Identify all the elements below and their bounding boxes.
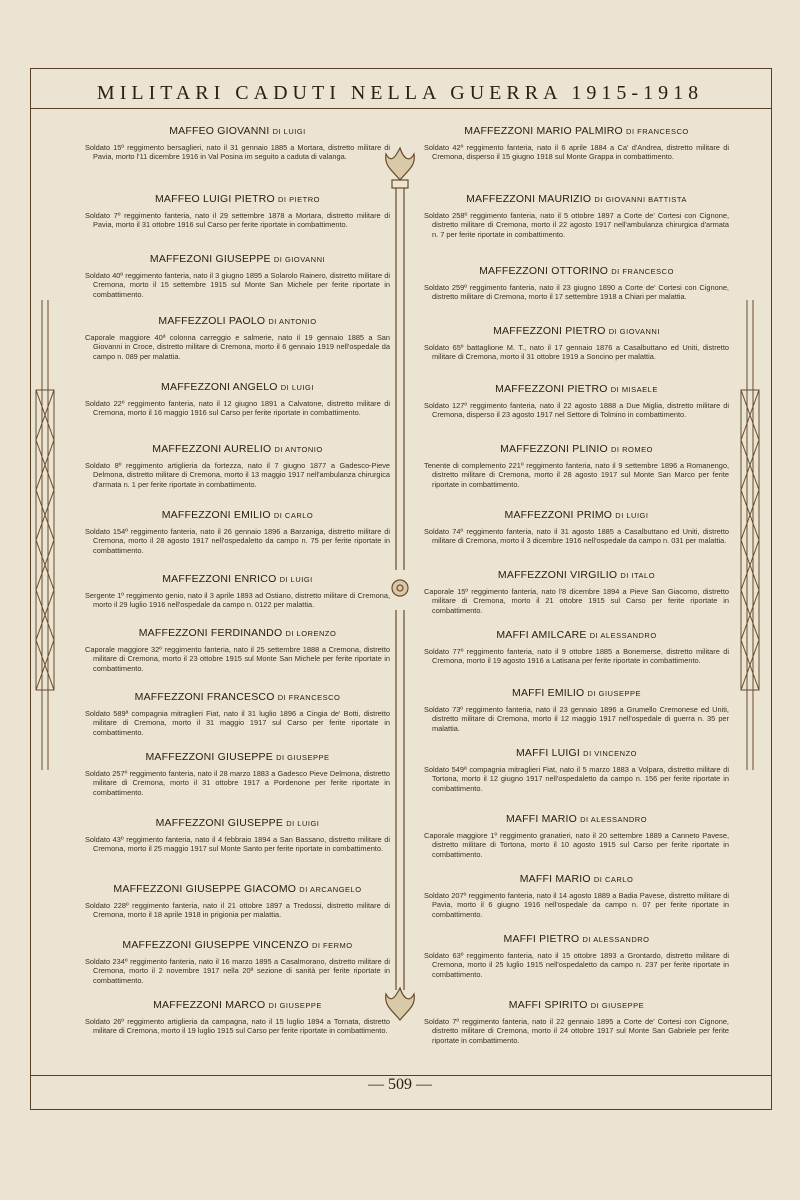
- casualty-entry: [85, 509, 390, 555]
- casualty-name: [85, 125, 390, 137]
- casualty-parent: DI GIOVANNI: [608, 327, 660, 336]
- casualty-description: Soldato 77º reggimento fanteria, nato il 9 ottobre 1885 a Bonemerse, distretto militare di Cremona, morto il 19 agosto 1916 a Latisana per ferite riportate in combattimento.: [424, 647, 729, 666]
- casualty-name: [424, 813, 729, 825]
- casualty-parent: DI LUIGI: [286, 819, 320, 828]
- casualty-parent: DI ANTONIO: [268, 317, 317, 326]
- casualty-description: Caporale maggiore 1º reggimento granatieri, nato il 20 settembre 1889 a Canneto Pavese, distretto militare di Tortona, morto il 10 agosto 1915 sul Carso per ferite riportate in combattimento.: [424, 831, 729, 859]
- casualty-description: Soldato 65º battaglione M. T., nato il 17 gennaio 1876 a Casalbuttano ed Uniti, distretto militare di Cremona, morto il 31 ottobre 1919 a Soncino per malattia.: [424, 343, 729, 362]
- casualty-description: Soldato 8º reggimento artiglieria da fortezza, nato il 7 giugno 1877 a Gadesco-Pieve Delmona, distretto militare di Cremona, morto il 13 maggio 1917 nell'ambulanza chirurgica d'armata n. 1 per ferite riportate in combattimento.: [85, 461, 390, 489]
- casualty-surname-given: MAFFEZZONI PLINIO: [500, 443, 608, 455]
- casualty-name: [85, 627, 390, 639]
- casualty-name: [424, 687, 729, 699]
- casualty-surname-given: MAFFEZZONI VIRGILIO: [497, 569, 618, 581]
- casualty-description: Sergente 1º reggimento genio, nato il 3 aprile 1893 ad Ostiano, distretto militare di Cremona, morto il 29 luglio 1916 nell'ospedale da campo n. 0122 per malattia.: [85, 591, 390, 610]
- casualty-entry: [85, 253, 390, 299]
- casualty-parent: DI GIOVANNI BATTISTA: [594, 195, 687, 204]
- casualty-name: [424, 443, 729, 455]
- casualty-name: [424, 193, 729, 205]
- casualty-surname-given: MAFFI MARIO: [505, 813, 577, 825]
- casualty-surname-given: MAFFI SPIRITO: [508, 999, 588, 1011]
- casualty-surname-given: MAFFEO GIOVANNI: [169, 125, 270, 137]
- casualty-name: [85, 253, 390, 265]
- casualty-description: Soldato 549ª compagnia mitraglieri Fiat, nato il 5 marzo 1883 a Volpara, distretto militare di Tortona, morto il 12 giugno 1917 nell'ospedaletto da campo n. 156 per ferite riportate in combattimento.: [424, 765, 729, 793]
- casualty-description: Caporale maggiore 32º reggimento fanteria, nato il 25 settembre 1888 a Cremona, distretto militare di Cremona, morto il 23 ottobre 1915 sul Monte San Michele per ferite riportate in combattimento.: [85, 645, 390, 673]
- casualty-parent: DI ALESSANDRO: [589, 631, 657, 640]
- casualty-surname-given: MAFFEZZONI GIUSEPPE: [155, 817, 284, 829]
- casualty-name: [424, 747, 729, 759]
- casualty-surname-given: MAFFEZZONI OTTORINO: [479, 265, 609, 277]
- casualty-entry: [85, 125, 390, 162]
- casualty-name: [424, 325, 729, 337]
- casualty-entry: [424, 813, 729, 859]
- casualty-parent: DI PIETRO: [278, 195, 321, 204]
- casualty-entry: [85, 817, 390, 854]
- casualty-entry: [424, 325, 729, 362]
- casualty-parent: DI FRANCESCO: [277, 693, 341, 702]
- casualty-name: [424, 265, 729, 277]
- casualty-description: Caporale maggiore 40ª colonna carreggio e salmerie, nato il 19 gennaio 1885 a San Giovanni in Croce, distretto militare di Cremona, morto il 6 gennaio 1919 nell'ospedale da campo n. 089 per malattia.: [85, 333, 390, 361]
- casualty-name: [85, 315, 390, 327]
- casualty-entry: [424, 383, 729, 420]
- casualty-entry: [424, 125, 729, 162]
- casualty-description: Soldato 257º reggimento fanteria, nato il 28 marzo 1883 a Gadesco Pieve Delmona, distretto militare di Cremona, morto il 31 ottobre 1917 a Pordenone per ferite riportate in combattimento.: [85, 769, 390, 797]
- casualty-name: [424, 383, 729, 395]
- casualty-description: Soldato 26º reggimento artiglieria da campagna, nato il 15 luglio 1894 a Tornata, distretto militare di Cremona, morto il 19 luglio 1915 sul Carso per ferite riportate in combattimento.: [85, 1017, 390, 1036]
- casualty-description: Soldato 22º reggimento fanteria, nato il 12 giugno 1891 a Calvatone, distretto militare di Cremona, morto il 16 maggio 1916 sul Carso per ferite riportate in combattimento.: [85, 399, 390, 418]
- casualty-description: Soldato 42º reggimento fanteria, nato il 6 aprile 1884 a Ca' d'Andrea, distretto militare di Cremona, disperso il 15 giugno 1918 sul Monte Grappa in combattimento.: [424, 143, 729, 162]
- casualty-name: [424, 125, 729, 137]
- casualty-description: Soldato 7º reggimento fanteria, nato il 22 gennaio 1895 a Corte de' Cortesi con Cignone, distretto militare di Cremona, morto il 24 ottobre 1917 sul Monte San Gabriele per ferite riportate in combattimento.: [424, 1017, 729, 1045]
- casualty-entry: [424, 265, 729, 302]
- casualty-name: [424, 933, 729, 945]
- casualty-entry: [424, 933, 729, 979]
- casualty-surname-given: MAFFI AMILCARE: [496, 629, 587, 641]
- casualty-entry: [85, 999, 390, 1036]
- page-title: MILITARI CADUTI NELLA GUERRA 1915-1918: [96, 82, 704, 104]
- casualty-parent: DI FRANCESCO: [626, 127, 689, 136]
- casualty-description: Soldato 228º reggimento fanteria, nato il 21 ottobre 1897 a Tredossi, distretto militare di Cremona, morto il 18 aprile 1918 in prigionia per malattia.: [85, 901, 390, 920]
- casualty-surname-given: MAFFEZZONI GIUSEPPE: [145, 751, 273, 763]
- casualty-name: [424, 569, 729, 581]
- casualty-surname-given: MAFFI PIETRO: [503, 933, 580, 945]
- casualty-entry: [424, 193, 729, 239]
- casualty-surname-given: MAFFEZZONI AURELIO: [152, 443, 272, 455]
- casualty-description: Soldato 63º reggimento fanteria, nato il 15 ottobre 1893 a Grontardo, distretto militare di Cremona, morto il 25 luglio 1915 nell'ospedaletto da campo n. 237 per ferite riportate in combattimento.: [424, 951, 729, 979]
- casualty-surname-given: MAFFEZONI GIUSEPPE: [149, 253, 271, 265]
- casualty-entry: [85, 443, 390, 489]
- casualty-surname-given: MAFFEZZONI ENRICO: [162, 573, 277, 585]
- casualty-entry: [85, 381, 390, 418]
- casualty-parent: DI GIUSEPPE: [590, 1001, 645, 1010]
- casualty-description: Soldato 234º reggimento fanteria, nato il 16 marzo 1895 a Casalmorano, distretto militare di Cremona, morto il 2 novembre 1917 nella 20ª sezione di sanità per ferite riportate in combattimento.: [85, 957, 390, 985]
- right-lattice-pole-decoration: [735, 300, 765, 780]
- casualty-description: Soldato 7º reggimento fanteria, nato il 29 settembre 1878 a Mortara, distretto militare di Pavia, morto il 31 ottobre 1916 sul Carso per ferite riportate in combattimento.: [85, 211, 390, 230]
- casualty-parent: DI GIUSEPPE: [268, 1001, 322, 1010]
- casualty-name: [85, 939, 390, 951]
- casualty-entry: [424, 629, 729, 666]
- casualty-parent: DI CARLO: [593, 875, 634, 884]
- casualty-surname-given: MAFFEZZONI EMILIO: [161, 509, 271, 521]
- casualty-surname-given: MAFFEZZONI MARCO: [153, 999, 266, 1011]
- casualty-entry: [85, 627, 390, 673]
- casualty-parent: DI MISAELE: [610, 385, 658, 394]
- casualty-name: [85, 381, 390, 393]
- casualty-surname-given: MAFFEZZONI MAURIZIO: [466, 193, 592, 205]
- casualty-surname-given: MAFFEZZONI FRANCESCO: [134, 691, 275, 703]
- casualty-description: Soldato 207º reggimento fanteria, nato il 14 agosto 1889 a Badia Pavese, distretto militare di Pavia, morto il 6 giugno 1916 nell'ospedale da campo n. 07 per ferite riportate in combattimento.: [424, 891, 729, 919]
- casualty-surname-given: MAFFEZZONI MARIO PALMIRO: [464, 125, 623, 137]
- casualty-surname-given: MAFFI EMILIO: [512, 687, 585, 699]
- casualty-description: Soldato 40º reggimento fanteria, nato il 3 giugno 1895 a Solarolo Rainero, distretto militare di Cremona, morto il 15 settembre 1915 sul Monte San Michele per ferite riportate in combattimento.: [85, 271, 390, 299]
- casualty-description: Soldato 15º reggimento bersaglieri, nato il 31 gennaio 1885 a Mortara, distretto militare di Pavia, morto l'11 dicembre 1916 in Val Posina im seguito a caduta di valanga.: [85, 143, 390, 162]
- casualty-surname-given: MAFFEZZOLI PAOLO: [158, 315, 266, 327]
- casualty-parent: DI ALESSANDRO: [582, 935, 650, 944]
- casualty-description: Soldato 259º reggimento fanteria, nato il 23 giugno 1890 a Corte de' Cortesi con Cignone, distretto militare di Cremona, morto il 17 settembre 1918 a Chiari per malattia.: [424, 283, 729, 302]
- casualty-entry: [424, 873, 729, 919]
- casualty-entry: [85, 691, 390, 737]
- casualty-entry: [85, 751, 390, 797]
- casualty-surname-given: MAFFEZZONI PIETRO: [493, 325, 606, 337]
- casualty-parent: DI LUIGI: [615, 511, 649, 520]
- casualty-name: [424, 629, 729, 641]
- casualty-description: Soldato 154º reggimento fanteria, nato il 26 gennaio 1896 a Barzaniga, distretto militare di Cremona, morto il 28 agosto 1917 nell'ospedaletto da campo n. 75 per ferite riportate in combattimento.: [85, 527, 390, 555]
- casualty-entry: [424, 687, 729, 733]
- casualty-parent: DI CARLO: [273, 511, 314, 520]
- casualty-parent: DI LORENZO: [285, 629, 337, 638]
- casualty-name: [424, 873, 729, 885]
- casualty-surname-given: MAFFEZZONI GIUSEPPE VINCENZO: [122, 939, 309, 951]
- casualty-surname-given: MAFFEZZONI GIUSEPPE GIACOMO: [113, 883, 297, 895]
- casualty-name: [85, 817, 390, 829]
- casualty-name: [85, 193, 390, 205]
- casualty-description: Soldato 589ª compagnia mitraglieri Fiat, nato il 31 luglio 1896 a Cingia de' Botti, distretto militare di Cremona, morto il 31 maggio 1917 sul Carso per ferite riportate in combattimento.: [85, 709, 390, 737]
- casualty-description: Tenente di complemento 221º reggimento fanteria, nato il 9 settembre 1896 a Romanengo, distretto militare di Cremona, morto il 28 agosto 1917 sul Monte San Marco per ferite riportate in combattimento.: [424, 461, 729, 489]
- casualty-parent: DI FERMO: [311, 941, 353, 950]
- casualty-entry: [424, 747, 729, 793]
- casualty-surname-given: MAFFEZZONI ANGELO: [161, 381, 278, 393]
- left-lattice-pole-decoration: [30, 300, 60, 780]
- casualty-surname-given: MAFFEO LUIGI PIETRO: [154, 193, 275, 205]
- casualty-name: [85, 999, 390, 1011]
- casualty-parent: DI LUIGI: [280, 383, 314, 392]
- casualty-entry: [85, 883, 390, 920]
- casualty-description: Soldato 74º reggimento fanteria, nato il 31 agosto 1885 a Casalbuttano ed Uniti, distretto militare di Cremona, morto il 3 dicembre 1916 nell'ospedale da campo n. 031 per malattia.: [424, 527, 729, 546]
- casualty-surname-given: MAFFI LUIGI: [515, 747, 581, 759]
- casualty-surname-given: MAFFEZZONI FERDINANDO: [138, 627, 283, 639]
- casualty-description: Soldato 73º reggimento fanteria, nato il 23 gennaio 1896 a Grumello Cremonese ed Uniti, distretto militare di Cremona, morto il 12 maggio 1917 nell'ospedale di guerra n. 35 per malattia.: [424, 705, 729, 733]
- casualty-parent: DI LUIGI: [279, 575, 313, 584]
- casualty-parent: DI GIUSEPPE: [587, 689, 641, 698]
- casualty-parent: DI ITALO: [620, 571, 656, 580]
- casualty-description: Soldato 127º reggimento fanteria, nato il 22 agosto 1888 a Due Miglia, distretto militare di Cremona, disperso il 23 agosto 1917 nel Settore di Tolmino in combattimento.: [424, 401, 729, 420]
- casualty-name: [424, 999, 729, 1011]
- casualty-name: [424, 509, 729, 521]
- casualty-entry: [424, 999, 729, 1045]
- casualty-entry: [424, 509, 729, 546]
- casualty-description: Soldato 43º reggimento fanteria, nato il 4 febbraio 1894 a San Bassano, distretto militare di Cremona, morto il 25 maggio 1917 sul Monte Santo per ferite riportate in combattimento.: [85, 835, 390, 854]
- casualty-entry: [85, 939, 390, 985]
- casualty-parent: DI ARCANGELO: [299, 885, 362, 894]
- casualty-parent: DI ROMEO: [611, 445, 653, 454]
- page-number: — 509 —: [368, 1076, 432, 1093]
- casualty-parent: DI ANTONIO: [274, 445, 323, 454]
- casualty-entry: [85, 193, 390, 230]
- casualty-parent: DI GIUSEPPE: [276, 753, 330, 762]
- casualty-entry: [424, 569, 729, 615]
- casualty-name: [85, 883, 390, 895]
- casualty-name: [85, 509, 390, 521]
- casualty-description: Caporale 15º reggimento fanteria, nato l'8 dicembre 1894 a Pieve San Giacomo, distretto militare di Cremona, morto il 21 ottobre 1915 sul Carso per ferite riportate in combattimento.: [424, 587, 729, 615]
- casualty-name: [85, 691, 390, 703]
- casualty-surname-given: MAFFEZZONI PIETRO: [495, 383, 608, 395]
- casualty-parent: DI FRANCESCO: [611, 267, 674, 276]
- casualty-surname-given: MAFFI MARIO: [519, 873, 591, 885]
- casualty-entry: [424, 443, 729, 489]
- casualty-parent: DI VINCENZO: [583, 749, 637, 758]
- casualty-entry: [85, 315, 390, 361]
- casualty-name: [85, 573, 390, 585]
- casualty-name: [85, 443, 390, 455]
- casualty-parent: DI LUIGI: [272, 127, 306, 136]
- casualty-parent: DI GIOVANNI: [273, 255, 326, 264]
- casualty-parent: DI ALESSANDRO: [580, 815, 648, 824]
- header-divider: [30, 108, 772, 109]
- casualty-entry: [85, 573, 390, 610]
- casualty-surname-given: MAFFEZZONI PRIMO: [504, 509, 613, 521]
- casualty-name: [85, 751, 390, 763]
- casualty-description: Soldato 258º reggimento fanteria, nato il 5 ottobre 1897 a Corte de' Cortesi con Cignone, distretto militare di Cremona, morto il 22 agosto 1917 nell'ambulanza chirurgica d'armata n. 7 per ferite riportate in combattimento.: [424, 211, 729, 239]
